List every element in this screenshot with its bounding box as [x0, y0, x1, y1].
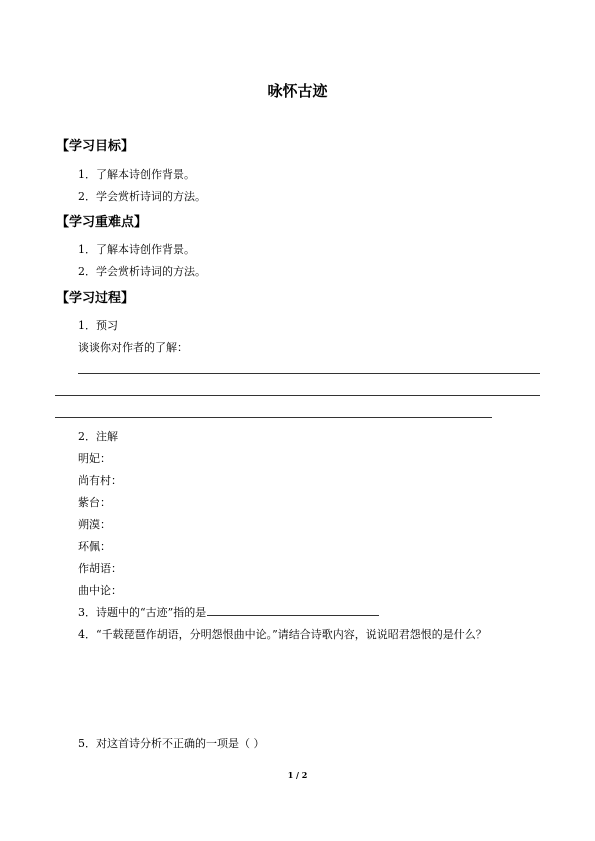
answer-line[interactable]	[55, 395, 540, 396]
page-title: 咏怀古迹	[267, 82, 328, 100]
question-4: 4．“千载琵琶作胡语，分明怨恨曲中论。”请结合诗歌内容，说说昭君怨恨的是什么？	[78, 628, 487, 641]
keypoint-item: 1．了解本诗创作背景。	[78, 243, 195, 256]
note-term: 明妃：	[78, 452, 111, 465]
question-3-text: 3．诗题中的“古迹”指的是	[78, 606, 207, 619]
section-heading-keypoints: 【学习重难点】	[56, 215, 148, 230]
section-heading-process: 【学习过程】	[56, 291, 135, 306]
note-term: 朔漠：	[78, 518, 111, 531]
note-term: 尚有村：	[78, 474, 122, 487]
notes-label: 2．注解	[78, 430, 118, 443]
preview-label: 1．预习	[78, 319, 118, 332]
note-term: 环佩：	[78, 540, 111, 553]
preview-prompt: 谈谈你对作者的了解：	[78, 341, 188, 354]
answer-line[interactable]	[78, 373, 540, 374]
note-term: 作胡语：	[78, 562, 122, 575]
fill-in-blank[interactable]	[207, 604, 379, 616]
keypoint-item: 2．学会赏析诗词的方法。	[78, 265, 206, 278]
answer-line[interactable]	[55, 417, 492, 418]
page-number: 1 / 2	[287, 770, 308, 780]
question-3	[78, 604, 379, 620]
section-heading-goals: 【学习目标】	[56, 139, 135, 154]
question-5: 5．对这首诗分析不正确的一项是（ ）	[78, 737, 265, 750]
goal-item: 1．了解本诗创作背景。	[78, 168, 195, 181]
note-term: 紫台：	[78, 496, 111, 509]
goal-item: 2．学会赏析诗词的方法。	[78, 190, 206, 203]
note-term: 曲中论：	[78, 584, 122, 597]
